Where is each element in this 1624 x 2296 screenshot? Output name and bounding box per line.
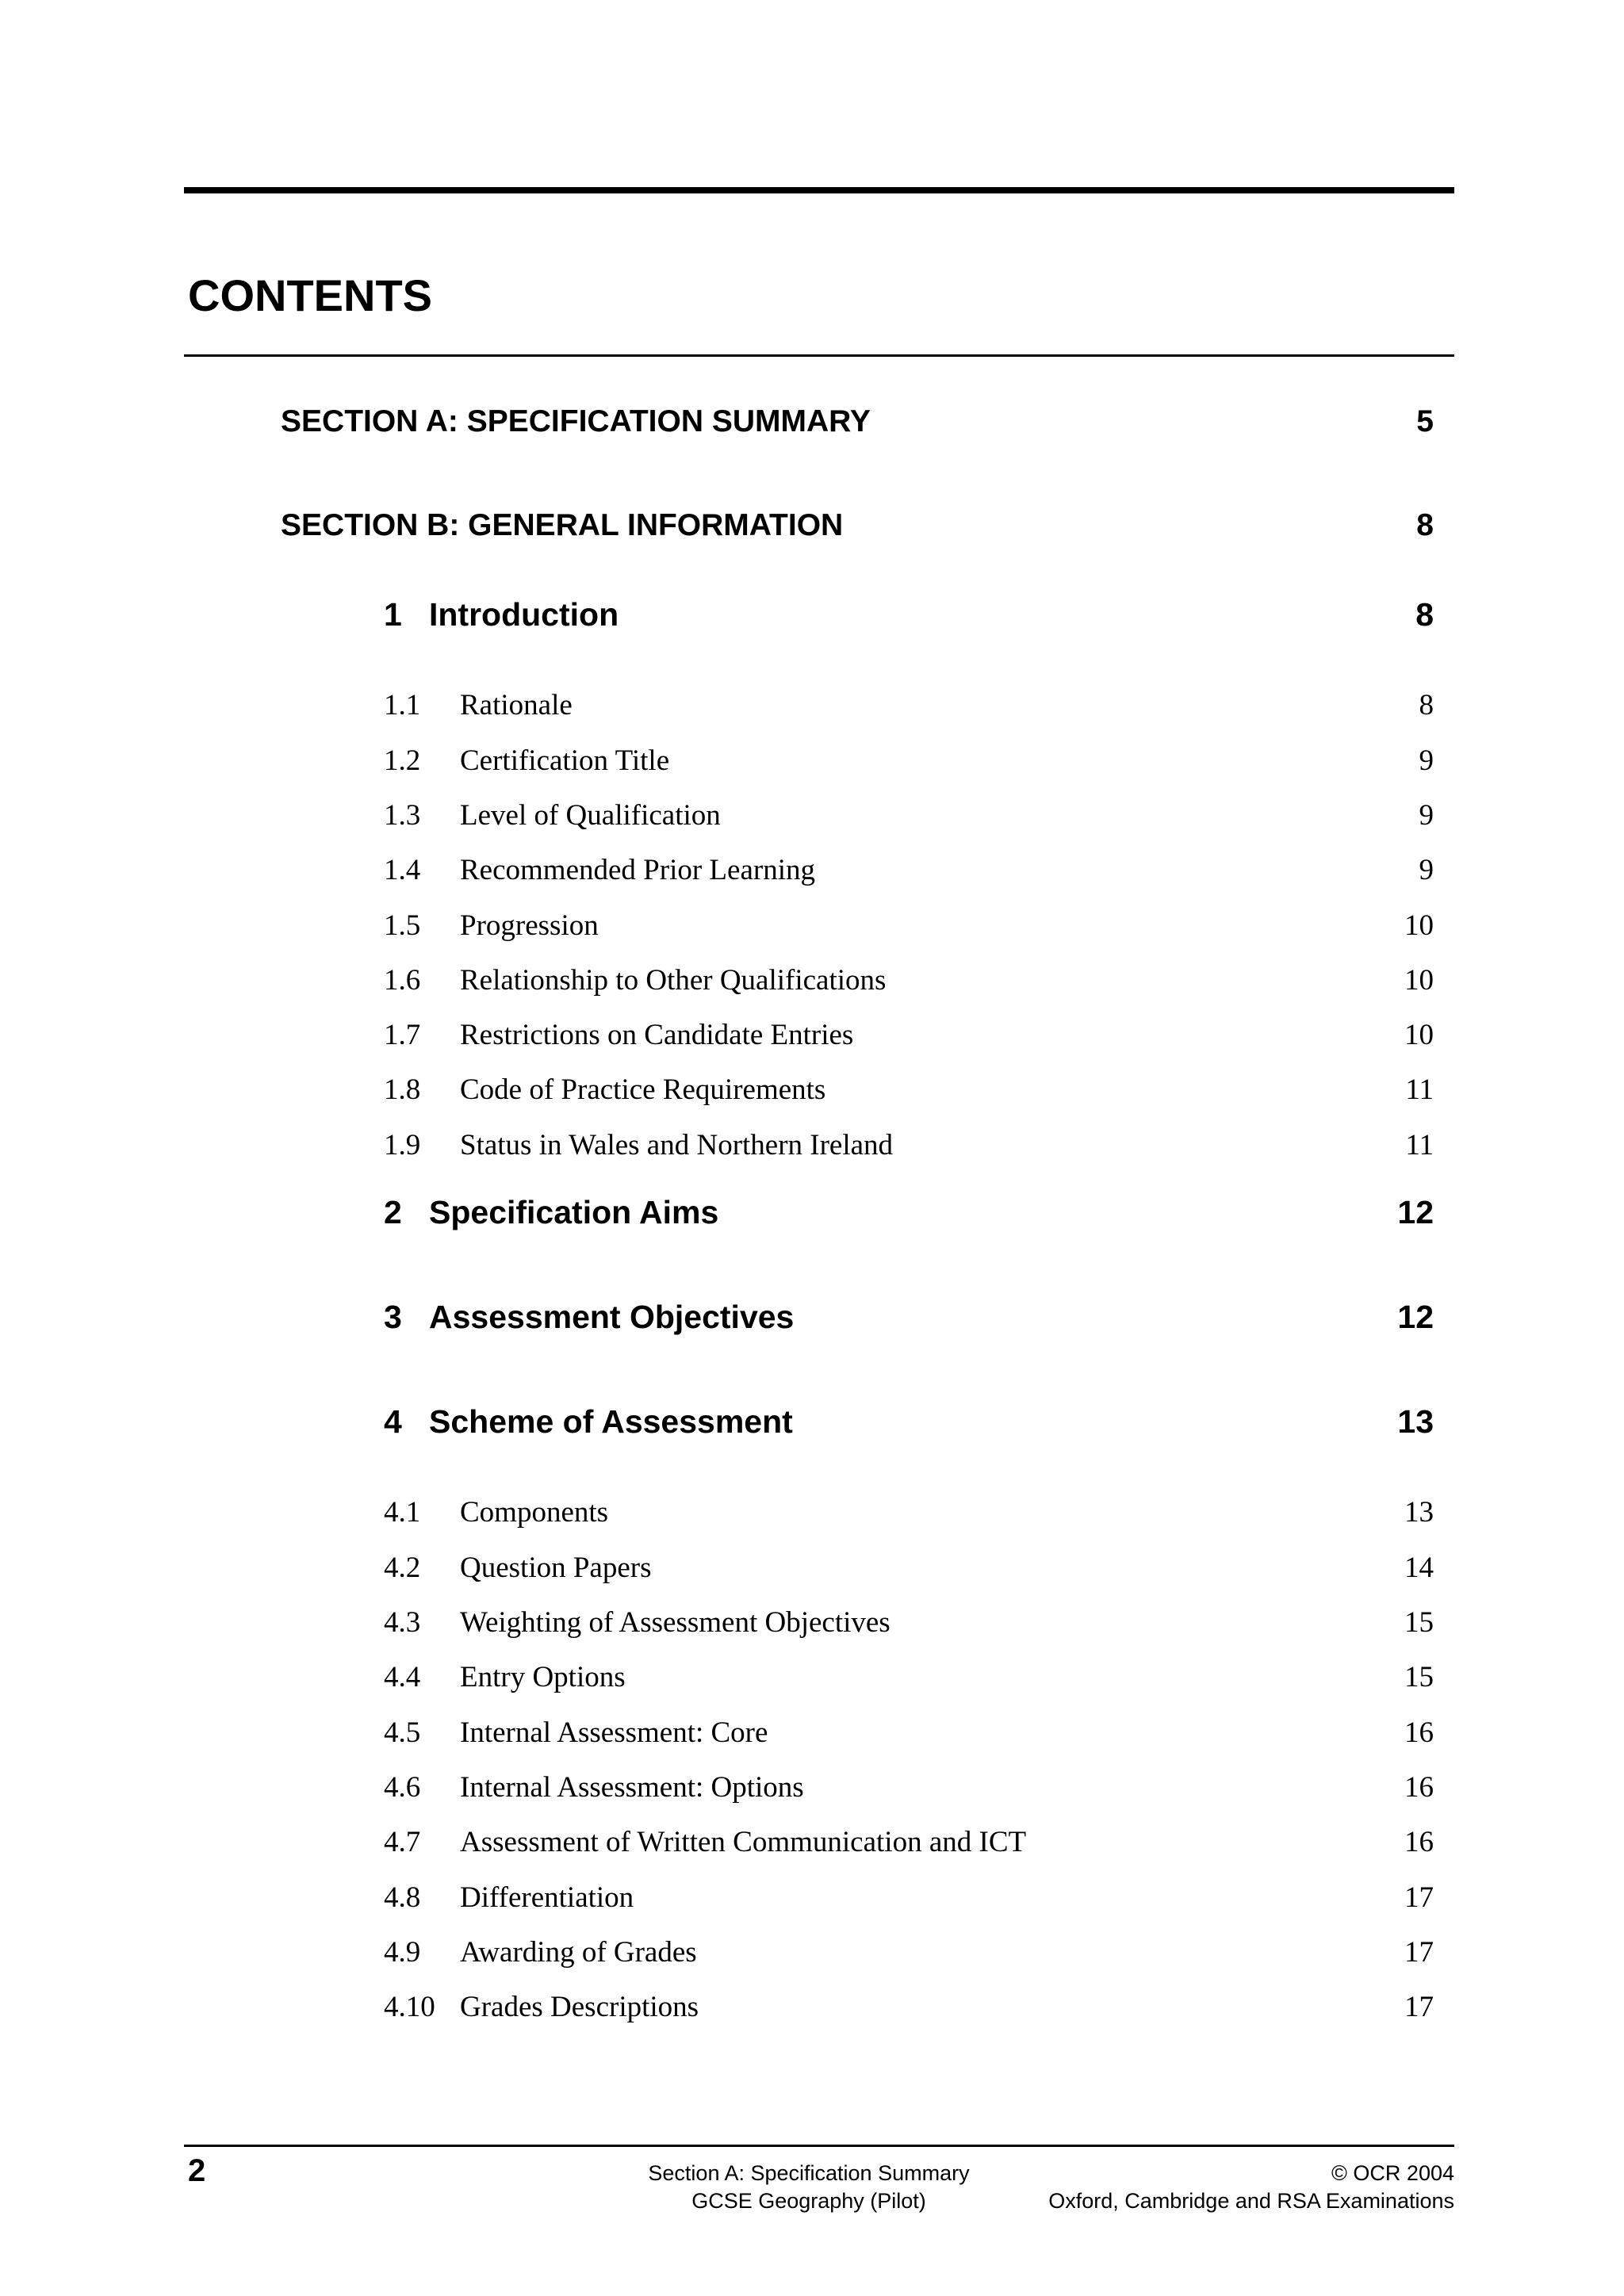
toc-item-number: 1.2 [384, 744, 421, 777]
toc-page-number: 16 [1404, 1716, 1434, 1749]
toc-item-number: 1.1 [384, 689, 421, 721]
toc-page-number: 5 [1416, 404, 1434, 438]
toc-item-label: Certification Title [460, 744, 670, 777]
toc-page-number: 13 [1397, 1403, 1434, 1440]
toc-item-label: Recommended Prior Learning [460, 854, 815, 886]
toc-item-number: 4.6 [384, 1771, 421, 1804]
toc-chapter-label: Scheme of Assessment [429, 1403, 793, 1440]
toc-chapter-number: 1 [384, 596, 402, 633]
toc-section-label: SECTION A: SPECIFICATION SUMMARY [281, 404, 871, 438]
toc-item-label: Rationale [460, 689, 573, 721]
toc-item-label: Internal Assessment: Options [460, 1771, 804, 1804]
footer-rule [184, 2145, 1454, 2147]
toc-page-number: 10 [1404, 964, 1434, 997]
toc-page-number: 8 [1419, 689, 1434, 721]
toc-page-number: 9 [1419, 799, 1434, 832]
toc-page-number: 11 [1405, 1073, 1434, 1106]
toc-item-label: Assessment of Written Communication and ICT [460, 1826, 1027, 1858]
toc-item-number: 4.7 [384, 1826, 421, 1858]
title-rule [184, 354, 1454, 357]
toc-item-number: 4.1 [384, 1496, 421, 1529]
toc-page-number: 8 [1415, 596, 1434, 633]
toc-item-number: 4.2 [384, 1552, 421, 1584]
toc-item-label: Relationship to Other Qualifications [460, 964, 887, 997]
toc-page-number: 13 [1404, 1496, 1434, 1529]
toc-page-number: 12 [1397, 1299, 1434, 1335]
toc-page-number: 9 [1419, 744, 1434, 777]
top-rule [184, 187, 1454, 193]
toc-item-label: Status in Wales and Northern Ireland [460, 1129, 894, 1161]
toc-item-label: Progression [460, 909, 599, 942]
toc-page-number: 9 [1419, 854, 1434, 886]
toc-page-number: 12 [1397, 1194, 1434, 1230]
footer-section-title: Section A: Specification Summary [648, 2161, 970, 2185]
toc-page-number: 17 [1404, 1881, 1434, 1914]
toc-page-number: 17 [1404, 1936, 1434, 1969]
footer-copyright: © OCR 2004 [1331, 2161, 1454, 2185]
footer-course-title: GCSE Geography (Pilot) [691, 2189, 926, 2213]
toc-page-number: 11 [1405, 1129, 1434, 1161]
toc-chapter-number: 3 [384, 1299, 402, 1335]
toc-page-number: 10 [1404, 1019, 1434, 1051]
footer-organisation: Oxford, Cambridge and RSA Examinations [1048, 2189, 1454, 2213]
footer-center [626, 2160, 991, 2215]
toc-chapter-number: 2 [384, 1194, 402, 1230]
toc-page-number: 16 [1404, 1771, 1434, 1804]
toc-section-label: SECTION B: GENERAL INFORMATION [281, 508, 844, 542]
toc-item-number: 4.10 [384, 1991, 435, 2023]
toc-item-label: Code of Practice Requirements [460, 1073, 826, 1106]
toc-page-number: 10 [1404, 909, 1434, 942]
toc-item-label: Components [460, 1496, 609, 1529]
toc-item-number: 1.6 [384, 964, 421, 997]
toc-item-number: 1.4 [384, 854, 421, 886]
page-title: CONTENTS [188, 270, 432, 320]
toc-item-number: 4.8 [384, 1881, 421, 1914]
toc-item-label: Level of Qualification [460, 799, 721, 832]
toc-item-number: 1.9 [384, 1129, 421, 1161]
toc-item-number: 1.8 [384, 1073, 421, 1106]
toc-chapter-label: Assessment Objectives [429, 1299, 795, 1335]
toc-item-number: 4.4 [384, 1661, 421, 1693]
toc-item-label: Grades Descriptions [460, 1991, 699, 2023]
toc-page-number: 15 [1404, 1661, 1434, 1693]
toc-item-label: Internal Assessment: Core [460, 1716, 768, 1749]
toc-page-number: 14 [1404, 1552, 1434, 1584]
toc-chapter-label: Specification Aims [429, 1194, 719, 1230]
toc-page-number: 16 [1404, 1826, 1434, 1858]
toc-item-number: 1.5 [384, 909, 421, 942]
toc-item-label: Differentiation [460, 1881, 634, 1914]
toc-item-label: Weighting of Assessment Objectives [460, 1606, 891, 1639]
toc-item-number: 1.3 [384, 799, 421, 832]
toc-item-label: Awarding of Grades [460, 1936, 697, 1969]
toc-chapter-number: 4 [384, 1403, 402, 1440]
toc-item-number: 4.3 [384, 1606, 421, 1639]
footer-page-number: 2 [188, 2153, 206, 2188]
footer-right [1048, 2160, 1454, 2215]
toc-chapter-label: Introduction [429, 596, 619, 633]
toc-item-label: Entry Options [460, 1661, 626, 1693]
toc-item-label: Restrictions on Candidate Entries [460, 1019, 854, 1051]
toc-item-number: 1.7 [384, 1019, 421, 1051]
toc-page-number: 15 [1404, 1606, 1434, 1639]
toc-item-number: 4.9 [384, 1936, 421, 1969]
toc-page-number: 8 [1416, 508, 1434, 542]
toc-item-number: 4.5 [384, 1716, 421, 1749]
toc-page-number: 17 [1404, 1991, 1434, 2023]
toc-item-label: Question Papers [460, 1552, 652, 1584]
